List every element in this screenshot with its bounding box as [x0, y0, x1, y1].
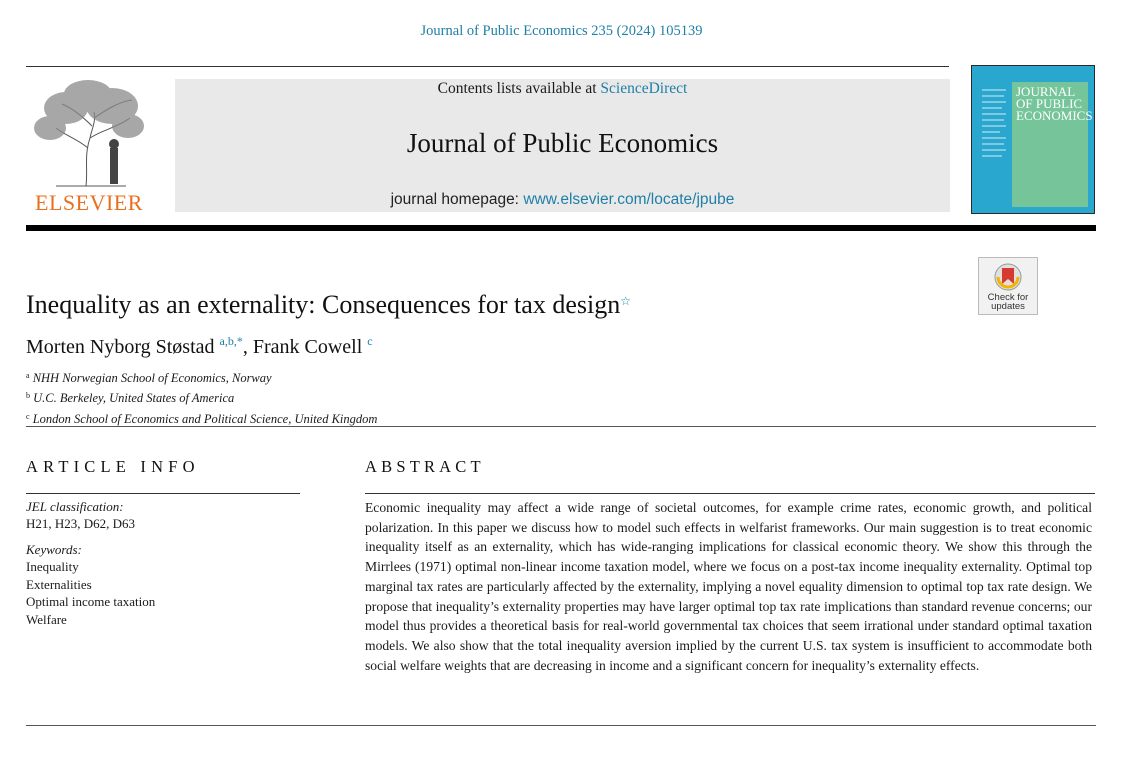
affiliation-text: London School of Economics and Political Science, United Kingdom — [32, 411, 378, 426]
keywords-label: Keywords: — [26, 542, 82, 557]
affiliation-text: U.C. Berkeley, United States of America — [33, 391, 235, 406]
journal-title: Journal of Public Economics — [406, 128, 719, 158]
affiliation-mark: a — [26, 371, 30, 380]
author-affiliation-marks[interactable]: c — [367, 334, 373, 348]
elsevier-logo[interactable] — [26, 78, 152, 216]
section-divider — [26, 426, 1096, 427]
cover-contents-lines — [982, 86, 1008, 196]
bottom-rule — [26, 725, 1096, 726]
abstract-rule — [365, 493, 1095, 494]
journal-reference[interactable]: Journal of Public Economics 235 (2024) 105139 — [420, 23, 703, 39]
keyword-item: Inequality — [26, 559, 79, 574]
elsevier-wordmark: ELSEVIER — [35, 190, 143, 215]
check-updates-label: Check for updates — [987, 292, 1029, 312]
jel-label: JEL classification: — [26, 499, 124, 514]
keywords-list — [26, 558, 155, 629]
keyword-item: Optimal income taxation — [26, 594, 156, 610]
article-title-text: Inequality as an externality: Consequences for tax design — [26, 290, 621, 319]
header-thick-rule — [26, 225, 1096, 231]
cover-title: JOURNAL OF PUBLIC ECONOMICS — [1016, 84, 1093, 123]
author-name[interactable]: Morten Nyborg Støstad — [26, 336, 215, 358]
affiliation-item — [26, 387, 377, 407]
article-info-heading: ARTICLE INFO — [26, 457, 200, 476]
abstract-body: Economic inequality may affect a wide range of societal outcomes, for example crime rates, economic growth, and political polarization. In this paper we discuss how to model such effects in welfarist frameworks. Our main suggestion is to treat economic inequality itself as an externality, which has wide-ranging implications for classical economic theory. We show this through the Mirrlees (1971) optimal non-linear income taxation model, where we focus on a post-tax income inequality externality. Optimal top marginal tax rates are particularly affected by the externality, implying a novel equality dimension to optimal top tax rate design. We propose that inequality’s externality properties may have larger optimal top tax rate implications than standard revenue concerns; our model thus provides a theoretical basis for real-world governmental tax choices that seem irrational under standard optimal taxation models. We also show that the total inequality aversion implied by the current U.S. tax system is insufficient to accommodate both social welfare weights that are decreasing in income and a significant concern for inequality’s externality effects. — [365, 500, 1092, 673]
affiliations — [26, 367, 377, 428]
contents-prefix: Contents lists available at — [437, 80, 597, 97]
check-updates-icon — [994, 262, 1022, 292]
title-footnote-mark[interactable]: ☆ — [620, 294, 631, 308]
journal-cover-image[interactable] — [971, 65, 1095, 214]
jel-codes: H21, H23, D62, D63 — [26, 516, 136, 531]
affiliation-mark: b — [26, 391, 30, 401]
article-title — [26, 290, 631, 320]
contents-line — [175, 80, 950, 98]
sciencedirect-link[interactable]: ScienceDirect — [600, 80, 688, 97]
affiliation-item — [26, 367, 377, 387]
keyword-item: Welfare — [26, 612, 67, 628]
homepage-link[interactable]: www.elsevier.com/locate/jpube — [523, 191, 735, 208]
header-top-rule — [26, 66, 949, 67]
author-separator: , — [242, 336, 253, 358]
homepage-line — [175, 191, 950, 209]
author-list — [26, 334, 373, 359]
affiliation-text: NHH Norwegian School of Economics, Norway — [32, 371, 272, 385]
keyword-item: Externalities — [26, 576, 92, 592]
abstract-heading: ABSTRACT — [365, 457, 485, 476]
affiliation-mark: c — [26, 411, 30, 421]
article-info-rule — [26, 493, 300, 494]
author-affiliation-marks[interactable]: a,b,* — [219, 334, 243, 348]
check-for-updates-badge[interactable] — [978, 257, 1038, 315]
tree-icon — [26, 78, 152, 190]
homepage-label: journal homepage: — [390, 191, 519, 208]
affiliation-item — [26, 408, 377, 428]
author-name[interactable]: Frank Cowell — [252, 336, 363, 358]
